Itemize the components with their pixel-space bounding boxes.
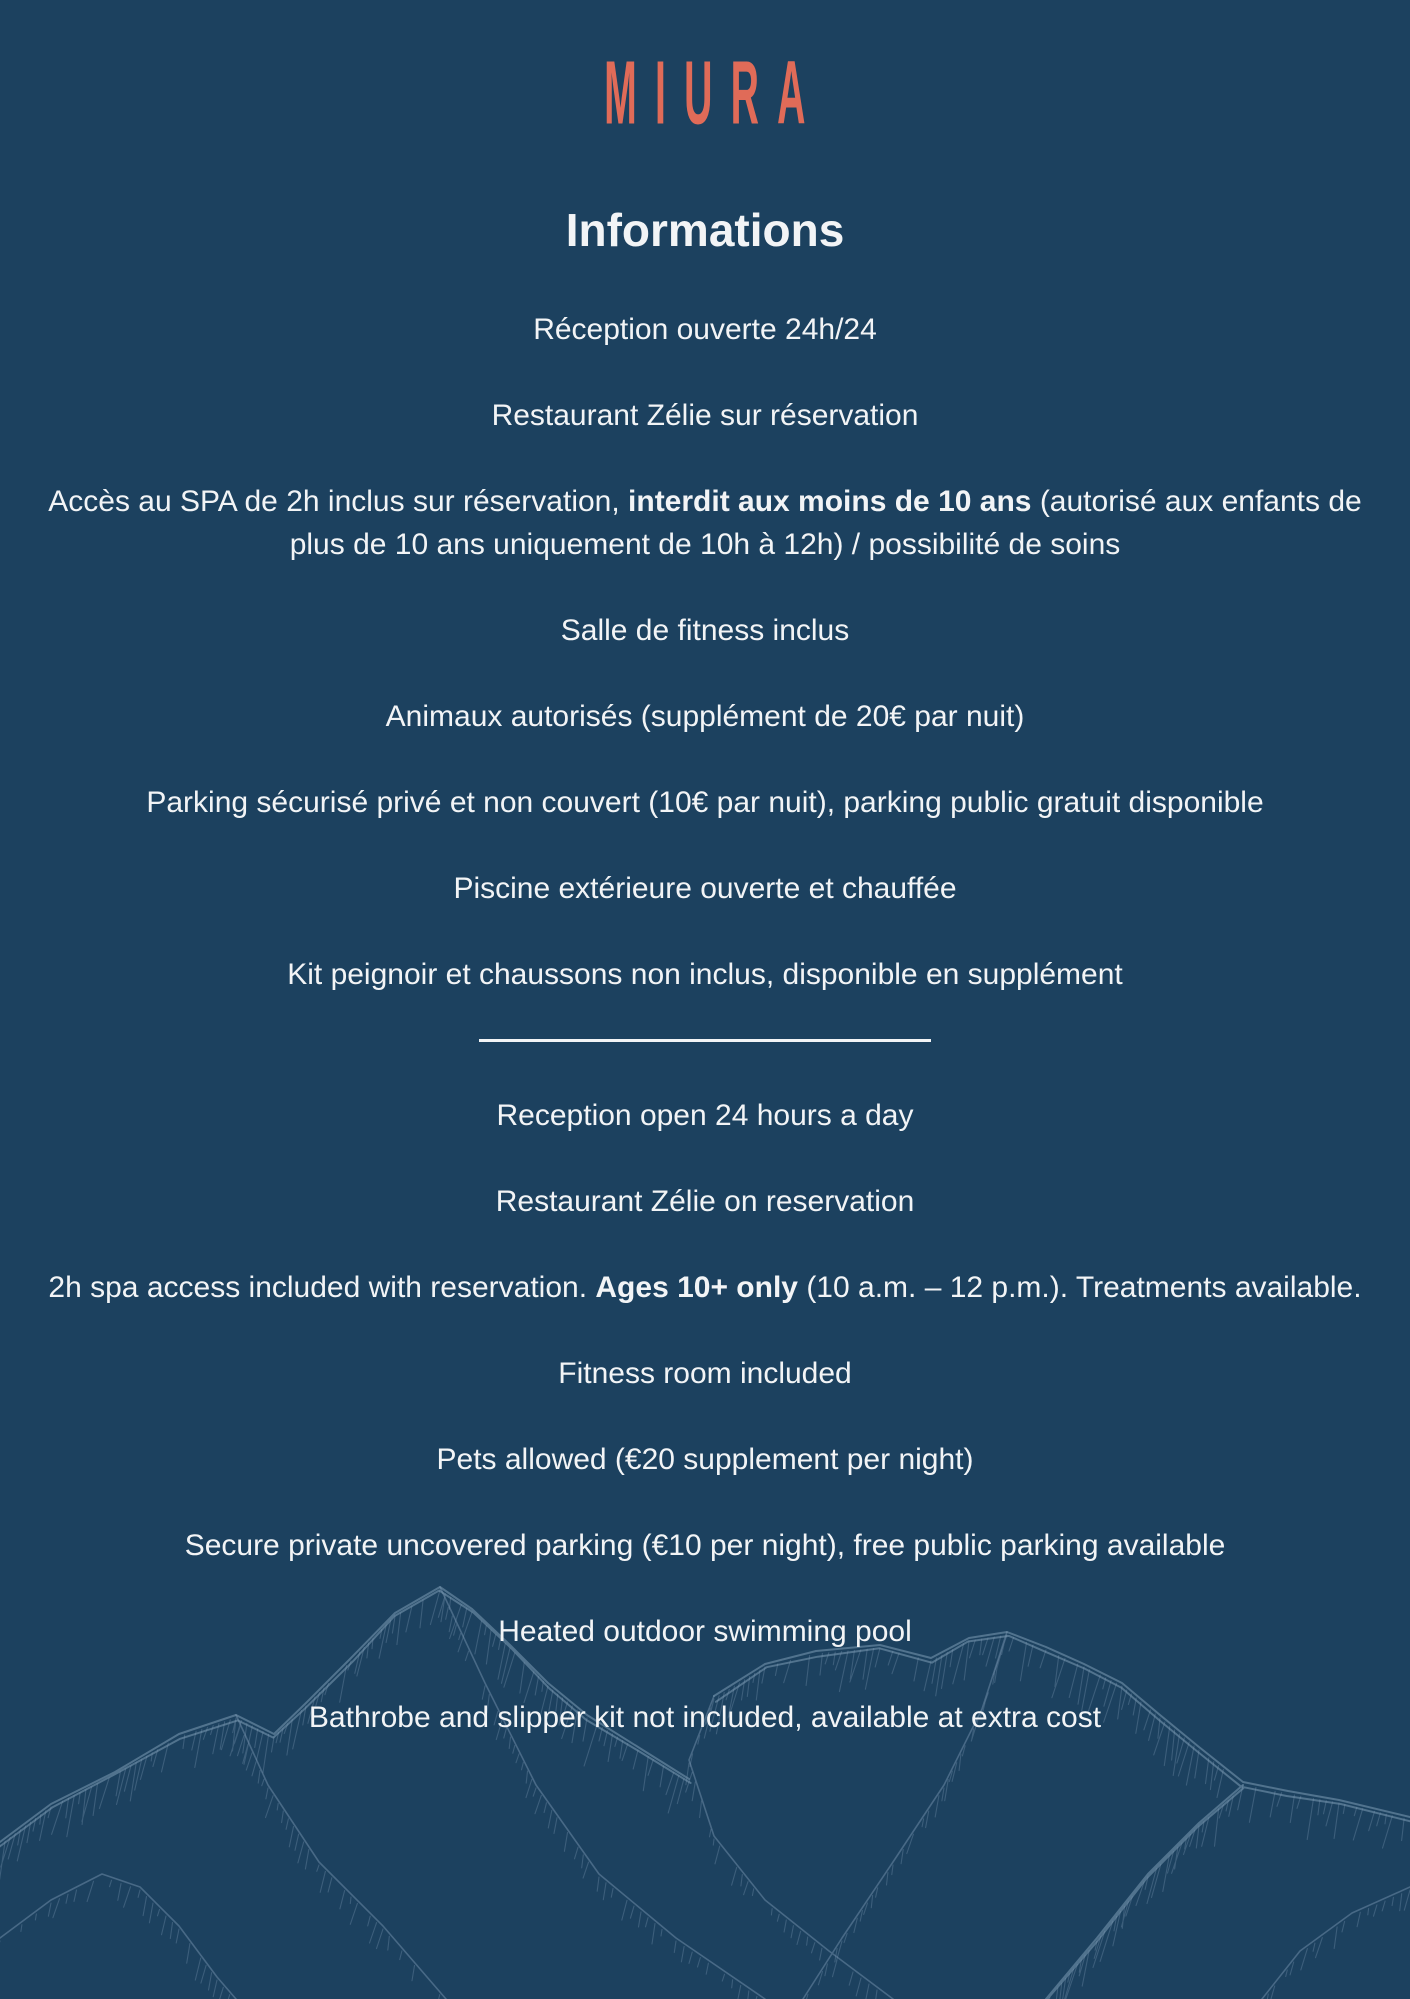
info-fr-pool: Piscine extérieure ouverte et chauffée xyxy=(453,872,957,905)
logo-wordmark: MIURA xyxy=(604,41,824,143)
info-fr-bathrobe: Kit peignoir et chaussons non inclus, disponible en supplément xyxy=(287,958,1123,991)
section-divider xyxy=(479,1039,931,1042)
info-en-spa-text: 2h spa access included with reservation. xyxy=(48,1271,596,1304)
page-title: Informations xyxy=(565,204,845,256)
info-en-parking: Secure private uncovered parking (€10 per night), free public parking available xyxy=(184,1529,1226,1562)
info-en-pets: Pets allowed (€20 supplement per night) xyxy=(436,1443,974,1476)
info-en-reception: Reception open 24 hours a day xyxy=(496,1099,914,1132)
info-en-bathrobe: Bathrobe and slipper kit not included, available at extra cost xyxy=(308,1701,1102,1734)
logo xyxy=(0,41,1410,143)
info-en-spa-details: (10 a.m. – 12 p.m.). Treatments available. xyxy=(797,1271,1362,1304)
info-fr-parking: Parking sécurisé privé et non couvert (10€ par nuit), parking public gratuit disponible xyxy=(146,786,1264,819)
info-fr-spa xyxy=(30,480,1380,566)
info-fr-spa-text: Accès au SPA de 2h inclus sur réservation, xyxy=(48,485,629,518)
info-list xyxy=(0,308,1410,1782)
info-en-spa-restriction: Ages 10+ only xyxy=(595,1271,798,1304)
info-fr-spa-restriction: interdit aux moins de 10 ans xyxy=(628,485,1032,518)
info-en-spa xyxy=(5,1266,1405,1309)
info-fr-spa-details: (autorisé aux enfants de plus de 10 ans uniquement de 10h à 12h) / possibilité de soins xyxy=(289,485,1362,561)
info-fr-restaurant: Restaurant Zélie sur réservation xyxy=(491,399,919,432)
info-fr-pets: Animaux autorisés (supplément de 20€ par nuit) xyxy=(385,700,1025,733)
info-fr-fitness: Salle de fitness inclus xyxy=(560,614,850,647)
info-fr-reception: Réception ouverte 24h/24 xyxy=(533,313,877,346)
info-en-pool: Heated outdoor swimming pool xyxy=(498,1615,912,1648)
info-en-restaurant: Restaurant Zélie on reservation xyxy=(495,1185,915,1218)
info-en-fitness: Fitness room included xyxy=(558,1357,852,1390)
